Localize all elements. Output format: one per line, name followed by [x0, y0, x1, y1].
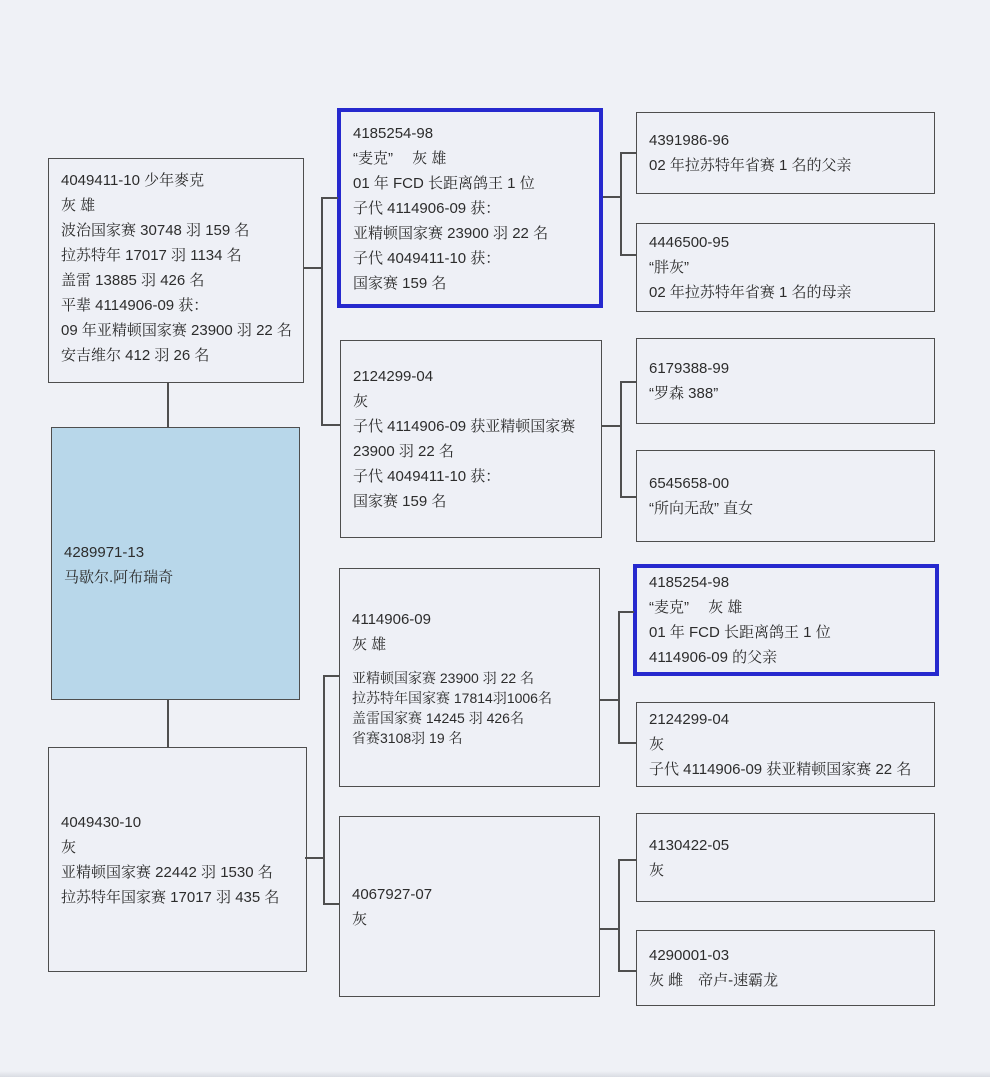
pigeon-line: 6545658-00 — [649, 475, 730, 492]
pigeon-line: 盖雷 13885 羽 426 名 — [61, 272, 205, 289]
box-great-granddam-1 — [636, 223, 935, 312]
race-result-line: 盖雷国家赛 14245 羽 426名 — [352, 710, 524, 726]
connector-line — [620, 152, 637, 154]
connector-line — [618, 611, 620, 744]
pigeon-line: 灰 — [352, 910, 368, 928]
pigeon-line: 2124299-04 — [353, 368, 434, 385]
connector-line — [321, 197, 338, 199]
pigeon-line: 子代 4114906-09 获亚精顿国家赛 22 名 — [649, 761, 912, 778]
race-result-line: 拉苏特年国家赛 17814羽1006名 — [352, 690, 552, 706]
connector-line — [620, 254, 637, 256]
pigeon-line: 灰 雄 — [61, 197, 96, 214]
pigeon-line: “麦克” 灰 雄 — [353, 150, 447, 167]
pigeon-line: 4067927-07 — [352, 885, 433, 903]
pigeon-line: 子代 4049411-10 获： — [353, 468, 501, 485]
connector-line — [618, 611, 634, 613]
pigeon-line: 4049430-10 — [61, 813, 142, 831]
connector-line — [618, 859, 637, 861]
pigeon-line: “罗森 388” — [649, 385, 719, 402]
connector-line — [618, 859, 620, 972]
pigeon-line: 02 年拉苏特年省赛 1 名的母亲 — [649, 284, 852, 301]
pigeon-line: 灰 — [353, 393, 369, 410]
box-great-granddam-4 — [636, 930, 935, 1006]
pigeon-line: 4114906-09 的父亲 — [649, 649, 778, 666]
connector-line — [602, 425, 622, 427]
pigeon-line: 子代 4049411-10 获： — [353, 250, 501, 267]
box-great-grandsire-2 — [636, 338, 935, 424]
race-result-line: 亚精顿国家赛 23900 羽 22 名 — [352, 670, 535, 686]
connector-line — [618, 742, 637, 744]
pigeon-line: 灰 — [649, 861, 665, 879]
pigeon-line: 灰 — [61, 838, 77, 856]
connector-line — [167, 383, 169, 427]
connector-line — [303, 267, 323, 269]
connector-line — [323, 903, 340, 905]
connector-line — [323, 675, 340, 677]
box-father — [48, 158, 304, 383]
pigeon-line: 子代 4114906-09 获亚精顿国家赛 — [353, 418, 576, 435]
box-grandfather-maternal — [339, 568, 600, 787]
pigeon-line: “所向无敌” 直女 — [649, 500, 754, 517]
pigeon-line: 灰 雄 — [352, 636, 387, 653]
subject-ring-number: 4289971-13 — [64, 544, 145, 561]
box-grandfather-paternal-highlighted — [337, 108, 603, 308]
box-great-granddam-2 — [636, 450, 935, 542]
pigeon-line: 4391986-96 — [649, 132, 730, 149]
connector-line — [620, 152, 622, 256]
pigeon-line: 4446500-95 — [649, 234, 730, 251]
pigeon-line: 子代 4114906-09 获： — [353, 200, 501, 217]
connector-line — [600, 699, 620, 701]
box-subject — [51, 427, 300, 700]
connector-line — [321, 424, 341, 426]
pigeon-line: “胖灰” — [649, 259, 689, 276]
connector-line — [323, 675, 325, 905]
pigeon-line: “麦克” 灰 雄 — [649, 599, 743, 616]
connector-line — [600, 928, 620, 930]
pigeon-line: 国家赛 159 名 — [353, 275, 447, 292]
pigeon-line: 灰 — [649, 736, 665, 753]
box-grandmother-paternal — [340, 340, 602, 538]
box-great-grandsire-3-highlighted — [633, 564, 939, 676]
connector-line — [620, 381, 637, 383]
box-mother — [48, 747, 307, 972]
race-results-block — [352, 668, 587, 748]
pigeon-line: 4114906-09 — [352, 611, 431, 628]
pigeon-line: 23900 羽 22 名 — [353, 443, 454, 460]
pigeon-line: 01 年 FCD 长距离鸽王 1 位 — [649, 624, 831, 641]
connector-line — [618, 970, 637, 972]
pigeon-line: 灰 雌 帝卢-速霸龙 — [649, 972, 779, 989]
pigeon-line: 拉苏特年国家赛 17017 羽 435 名 — [61, 888, 280, 906]
connector-line — [167, 700, 169, 747]
pigeon-line: 09 年亚精顿国家赛 23900 羽 22 名 — [61, 322, 292, 339]
box-great-grandsire-4 — [636, 813, 935, 902]
race-result-line: 省赛3108羽 19 名 — [352, 730, 463, 746]
pigeon-line: 国家赛 159 名 — [353, 493, 447, 510]
connector-line — [321, 197, 323, 426]
subject-owner-name: 马歇尔.阿布瑞奇 — [64, 569, 174, 586]
box-great-grandsire-1 — [636, 112, 935, 194]
pigeon-line: 安吉维尔 412 羽 26 名 — [61, 347, 210, 364]
pigeon-line: 平辈 4114906-09 获： — [61, 297, 209, 314]
connector-line — [305, 857, 325, 859]
pigeon-line: 波治国家赛 30748 羽 159 名 — [61, 222, 250, 239]
box-grandmother-maternal — [339, 816, 600, 997]
pigeon-line: 亚精顿国家赛 22442 羽 1530 名 — [61, 863, 273, 881]
pigeon-line: 4130422-05 — [649, 836, 730, 854]
pigeon-line: 亚精顿国家赛 23900 羽 22 名 — [353, 225, 549, 242]
box-great-granddam-3 — [636, 702, 935, 787]
connector-line — [620, 381, 622, 498]
pigeon-line: 4185254-98 — [353, 125, 434, 142]
pigeon-line: 6179388-99 — [649, 360, 730, 377]
pigeon-line: 01 年 FCD 长距离鸽王 1 位 — [353, 175, 535, 192]
pigeon-line: 拉苏特年 17017 羽 1134 名 — [61, 247, 242, 264]
connector-line — [620, 496, 637, 498]
pigeon-line: 02 年拉苏特年省赛 1 名的父亲 — [649, 157, 852, 174]
pigeon-line: 4049411-10 少年麥克 — [61, 172, 205, 189]
pigeon-line: 4185254-98 — [649, 574, 730, 591]
pigeon-line: 4290001-03 — [649, 947, 730, 964]
pigeon-line: 2124299-04 — [649, 711, 730, 728]
